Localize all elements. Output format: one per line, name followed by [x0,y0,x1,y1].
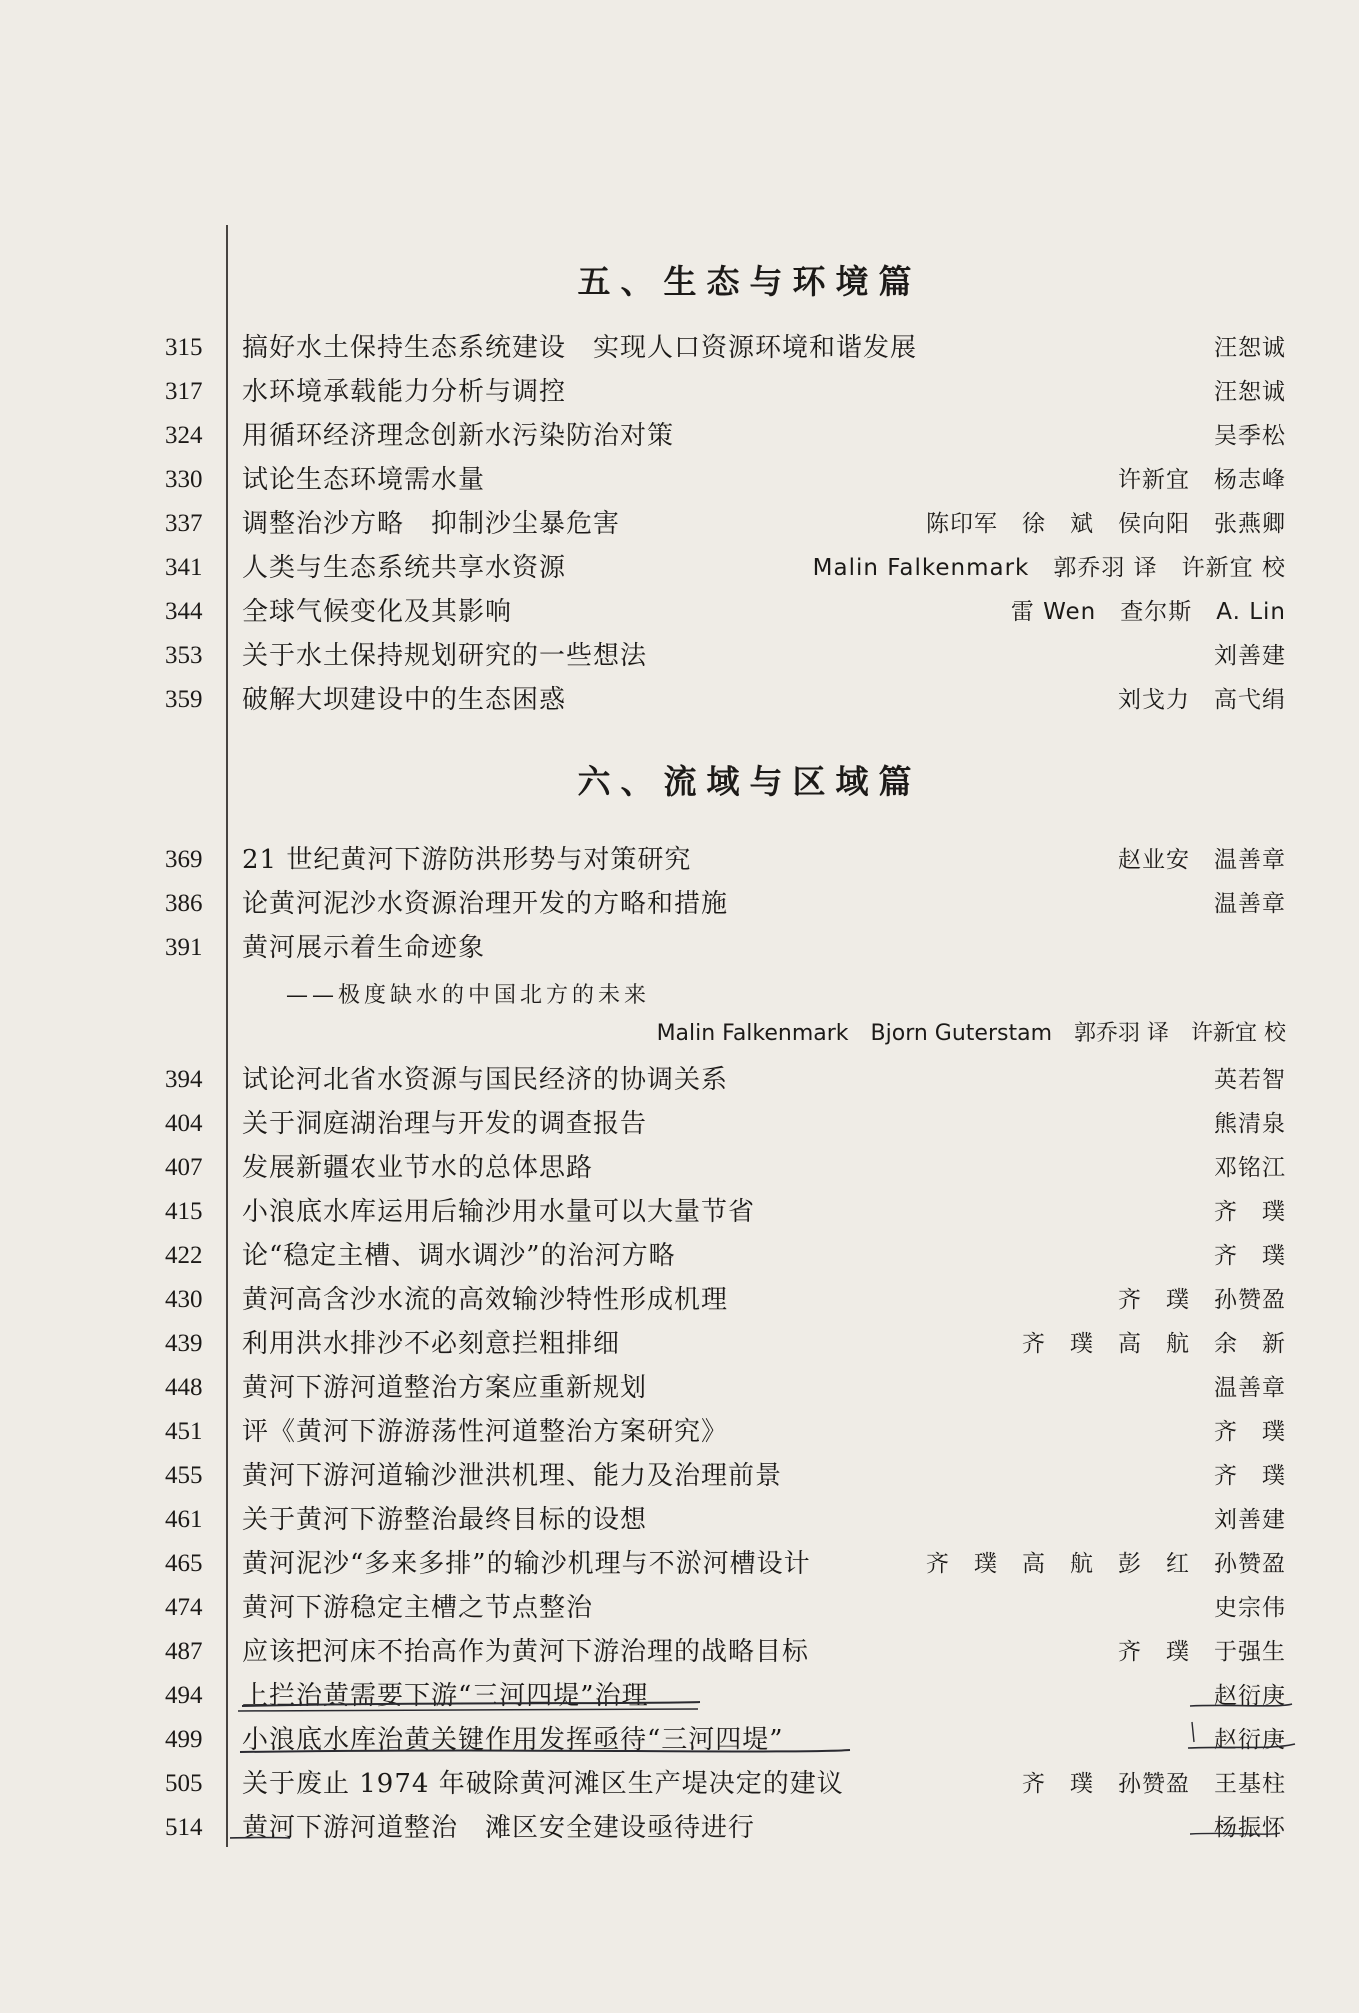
section-heading-basin: 六、流域与区域篇 [577,762,922,801]
entry-author: 齐 璞 孙赞盈 王基柱 [1022,1771,1286,1797]
toc-entry [0,414,1359,458]
entry-title: 发展新疆农业节水的总体思路 [242,1153,594,1183]
toc-entry [0,1586,1359,1630]
toc-entry [0,1058,1359,1102]
entry-title: 评《黄河下游游荡性河道整治方案研究》 [242,1417,729,1447]
entry-author: 吴季松 [1214,423,1286,449]
entry-author: 齐 璞 孙赞盈 [1118,1287,1286,1313]
entry-author: 杨振怀 [1214,1815,1286,1841]
toc-entry [0,1542,1359,1586]
page-number: 505 [165,1770,203,1797]
page-number: 487 [165,1638,203,1665]
entry-391-authors: Malin Falkenmark Bjorn Guterstam 郭乔羽 译 许新宜 校 [656,1021,1286,1046]
entry-title: 用循环经济理念创新水污染防治对策 [242,421,675,451]
entry-title: 小浪底水库运用后输沙用水量可以大量节省 [242,1197,756,1227]
page-number: 359 [165,686,203,713]
toc-entry [0,1498,1359,1542]
entry-title: 破解大坝建设中的生态困惑 [242,685,567,715]
page-number: 324 [165,422,203,449]
page-number: 317 [165,378,203,405]
entry-title: 人类与生态系统共享水资源 [242,553,567,583]
toc-entry [0,926,1359,970]
entry-author: 赵业安 温善章 [1118,847,1286,873]
page-number: 415 [165,1198,203,1225]
toc-entry [0,882,1359,926]
toc-entry [0,1454,1359,1498]
entry-title: 小浪底水库治黄关键作用发挥亟待“三河四堤” [242,1725,784,1755]
page-number: 386 [165,890,203,917]
page-number: 455 [165,1462,203,1489]
toc-entry [0,502,1359,546]
entry-title: 关于黄河下游整治最终目标的设想 [242,1505,648,1535]
entry-author: 齐 璞 高 航 余 新 [1022,1331,1286,1357]
entry-author: 雷 Wen 查尔斯 A. Lin [1010,599,1286,625]
entry-title: 论黄河泥沙水资源治理开发的方略和措施 [242,889,729,919]
entry-author: 史宗伟 [1214,1595,1286,1621]
page-number: 430 [165,1286,203,1313]
page-number: 337 [165,510,203,537]
entry-title: 搞好水土保持生态系统建设 实现人口资源环境和谐发展 [242,333,918,363]
page-number: 465 [165,1550,203,1577]
entry-author: Malin Falkenmark 郭乔羽 译 许新宜 校 [812,555,1286,581]
entry-title: 黄河高含沙水流的高效输沙特性形成机理 [242,1285,729,1315]
entry-author: 刘戈力 高弋绢 [1118,687,1286,713]
toc-entry [0,1278,1359,1322]
toc-entry [0,1190,1359,1234]
toc-entry [0,326,1359,370]
entry-title: 应该把河床不抬高作为黄河下游治理的战略目标 [242,1637,810,1667]
entry-author: 齐 璞 [1214,1463,1286,1489]
toc-entry [0,838,1359,882]
toc-entry [0,1366,1359,1410]
page-number: 369 [165,846,203,873]
toc-entry [0,458,1359,502]
entry-title: 黄河下游河道输沙泄洪机理、能力及治理前景 [242,1461,783,1491]
entry-391-subtitle: ——极度缺水的中国北方的未来 [286,983,651,1008]
toc-entry [0,590,1359,634]
entry-author: 刘善建 [1214,1507,1286,1533]
entry-author: 温善章 [1214,1375,1286,1401]
toc-entry [0,1102,1359,1146]
page-number: 407 [165,1154,203,1181]
toc-entry [0,678,1359,722]
section-heading-ecology: 五、生态与环境篇 [577,262,922,301]
page-number: 341 [165,554,203,581]
entry-title: 黄河下游河道整治方案应重新规划 [242,1373,648,1403]
toc-entry [0,370,1359,414]
page-number: 422 [165,1242,203,1269]
entry-author: 齐 璞 [1214,1243,1286,1269]
page-number: 404 [165,1110,203,1137]
entry-title: 黄河下游河道整治 滩区安全建设亟待进行 [242,1813,756,1843]
pen-underline-marks [230,1690,1310,1870]
toc-entry [0,1322,1359,1366]
entry-title: 利用洪水排沙不必刻意拦粗排细 [242,1329,621,1359]
page-number: 499 [165,1726,203,1753]
entry-title: 黄河下游稳定主槽之节点整治 [242,1593,594,1623]
entry-title: 水环境承载能力分析与调控 [242,377,567,407]
entry-author: 熊清泉 [1214,1111,1286,1137]
entry-author: 赵衍庚 [1214,1683,1286,1709]
page-number: 391 [165,934,203,961]
toc-entry [0,1630,1359,1674]
entry-author: 许新宜 杨志峰 [1118,467,1286,493]
page-number: 494 [165,1682,203,1709]
entry-author: 齐 璞 [1214,1199,1286,1225]
entry-author: 刘善建 [1214,643,1286,669]
toc-entry [0,1146,1359,1190]
entry-title: 论“稳定主槽、调水调沙”的治河方略 [242,1241,676,1271]
entry-title: 调整治沙方略 抑制沙尘暴危害 [242,509,621,539]
page-number: 439 [165,1330,203,1357]
entry-author: 汪恕诚 [1214,379,1286,405]
toc-entry [0,634,1359,678]
entry-title: 黄河泥沙“多来多排”的输沙机理与不淤河槽设计 [242,1549,811,1579]
page-number: 474 [165,1594,203,1621]
entry-author: 齐 璞 高 航 彭 红 孙赞盈 [926,1551,1286,1577]
page-number: 448 [165,1374,203,1401]
entry-title: 关于废止 1974 年破除黄河滩区生产堤决定的建议 [242,1769,844,1799]
entry-title: 黄河展示着生命迹象 [242,933,486,963]
toc-entry [0,1410,1359,1454]
entry-author: 陈印军 徐 斌 侯向阳 张燕卿 [926,511,1286,537]
entry-title: 上拦治黄需要下游“三河四堤”治理 [242,1681,649,1711]
entry-title: 全球气候变化及其影响 [242,597,513,627]
page-number: 315 [165,334,203,361]
page-number: 330 [165,466,203,493]
entry-author: 英若智 [1214,1067,1286,1093]
entry-author: 汪恕诚 [1214,335,1286,361]
entry-author: 齐 璞 于强生 [1118,1639,1286,1665]
toc-entry [0,1234,1359,1278]
entry-title: 关于洞庭湖治理与开发的调查报告 [242,1109,648,1139]
entry-title: 关于水土保持规划研究的一些想法 [242,641,648,671]
entry-title: 试论生态环境需水量 [242,465,486,495]
page-number: 353 [165,642,203,669]
entry-title: 21 世纪黄河下游防洪形势与对策研究 [242,845,692,875]
page-number: 344 [165,598,203,625]
page-number: 461 [165,1506,203,1533]
entry-author: 赵衍庚 [1214,1727,1286,1753]
entry-author: 邓铭江 [1214,1155,1286,1181]
page-number: 451 [165,1418,203,1445]
page-number: 514 [165,1814,203,1841]
page-number: 394 [165,1066,203,1093]
toc-entry [0,546,1359,590]
entry-author: 温善章 [1214,891,1286,917]
entry-title: 试论河北省水资源与国民经济的协调关系 [242,1065,729,1095]
entry-author: 齐 璞 [1214,1419,1286,1445]
